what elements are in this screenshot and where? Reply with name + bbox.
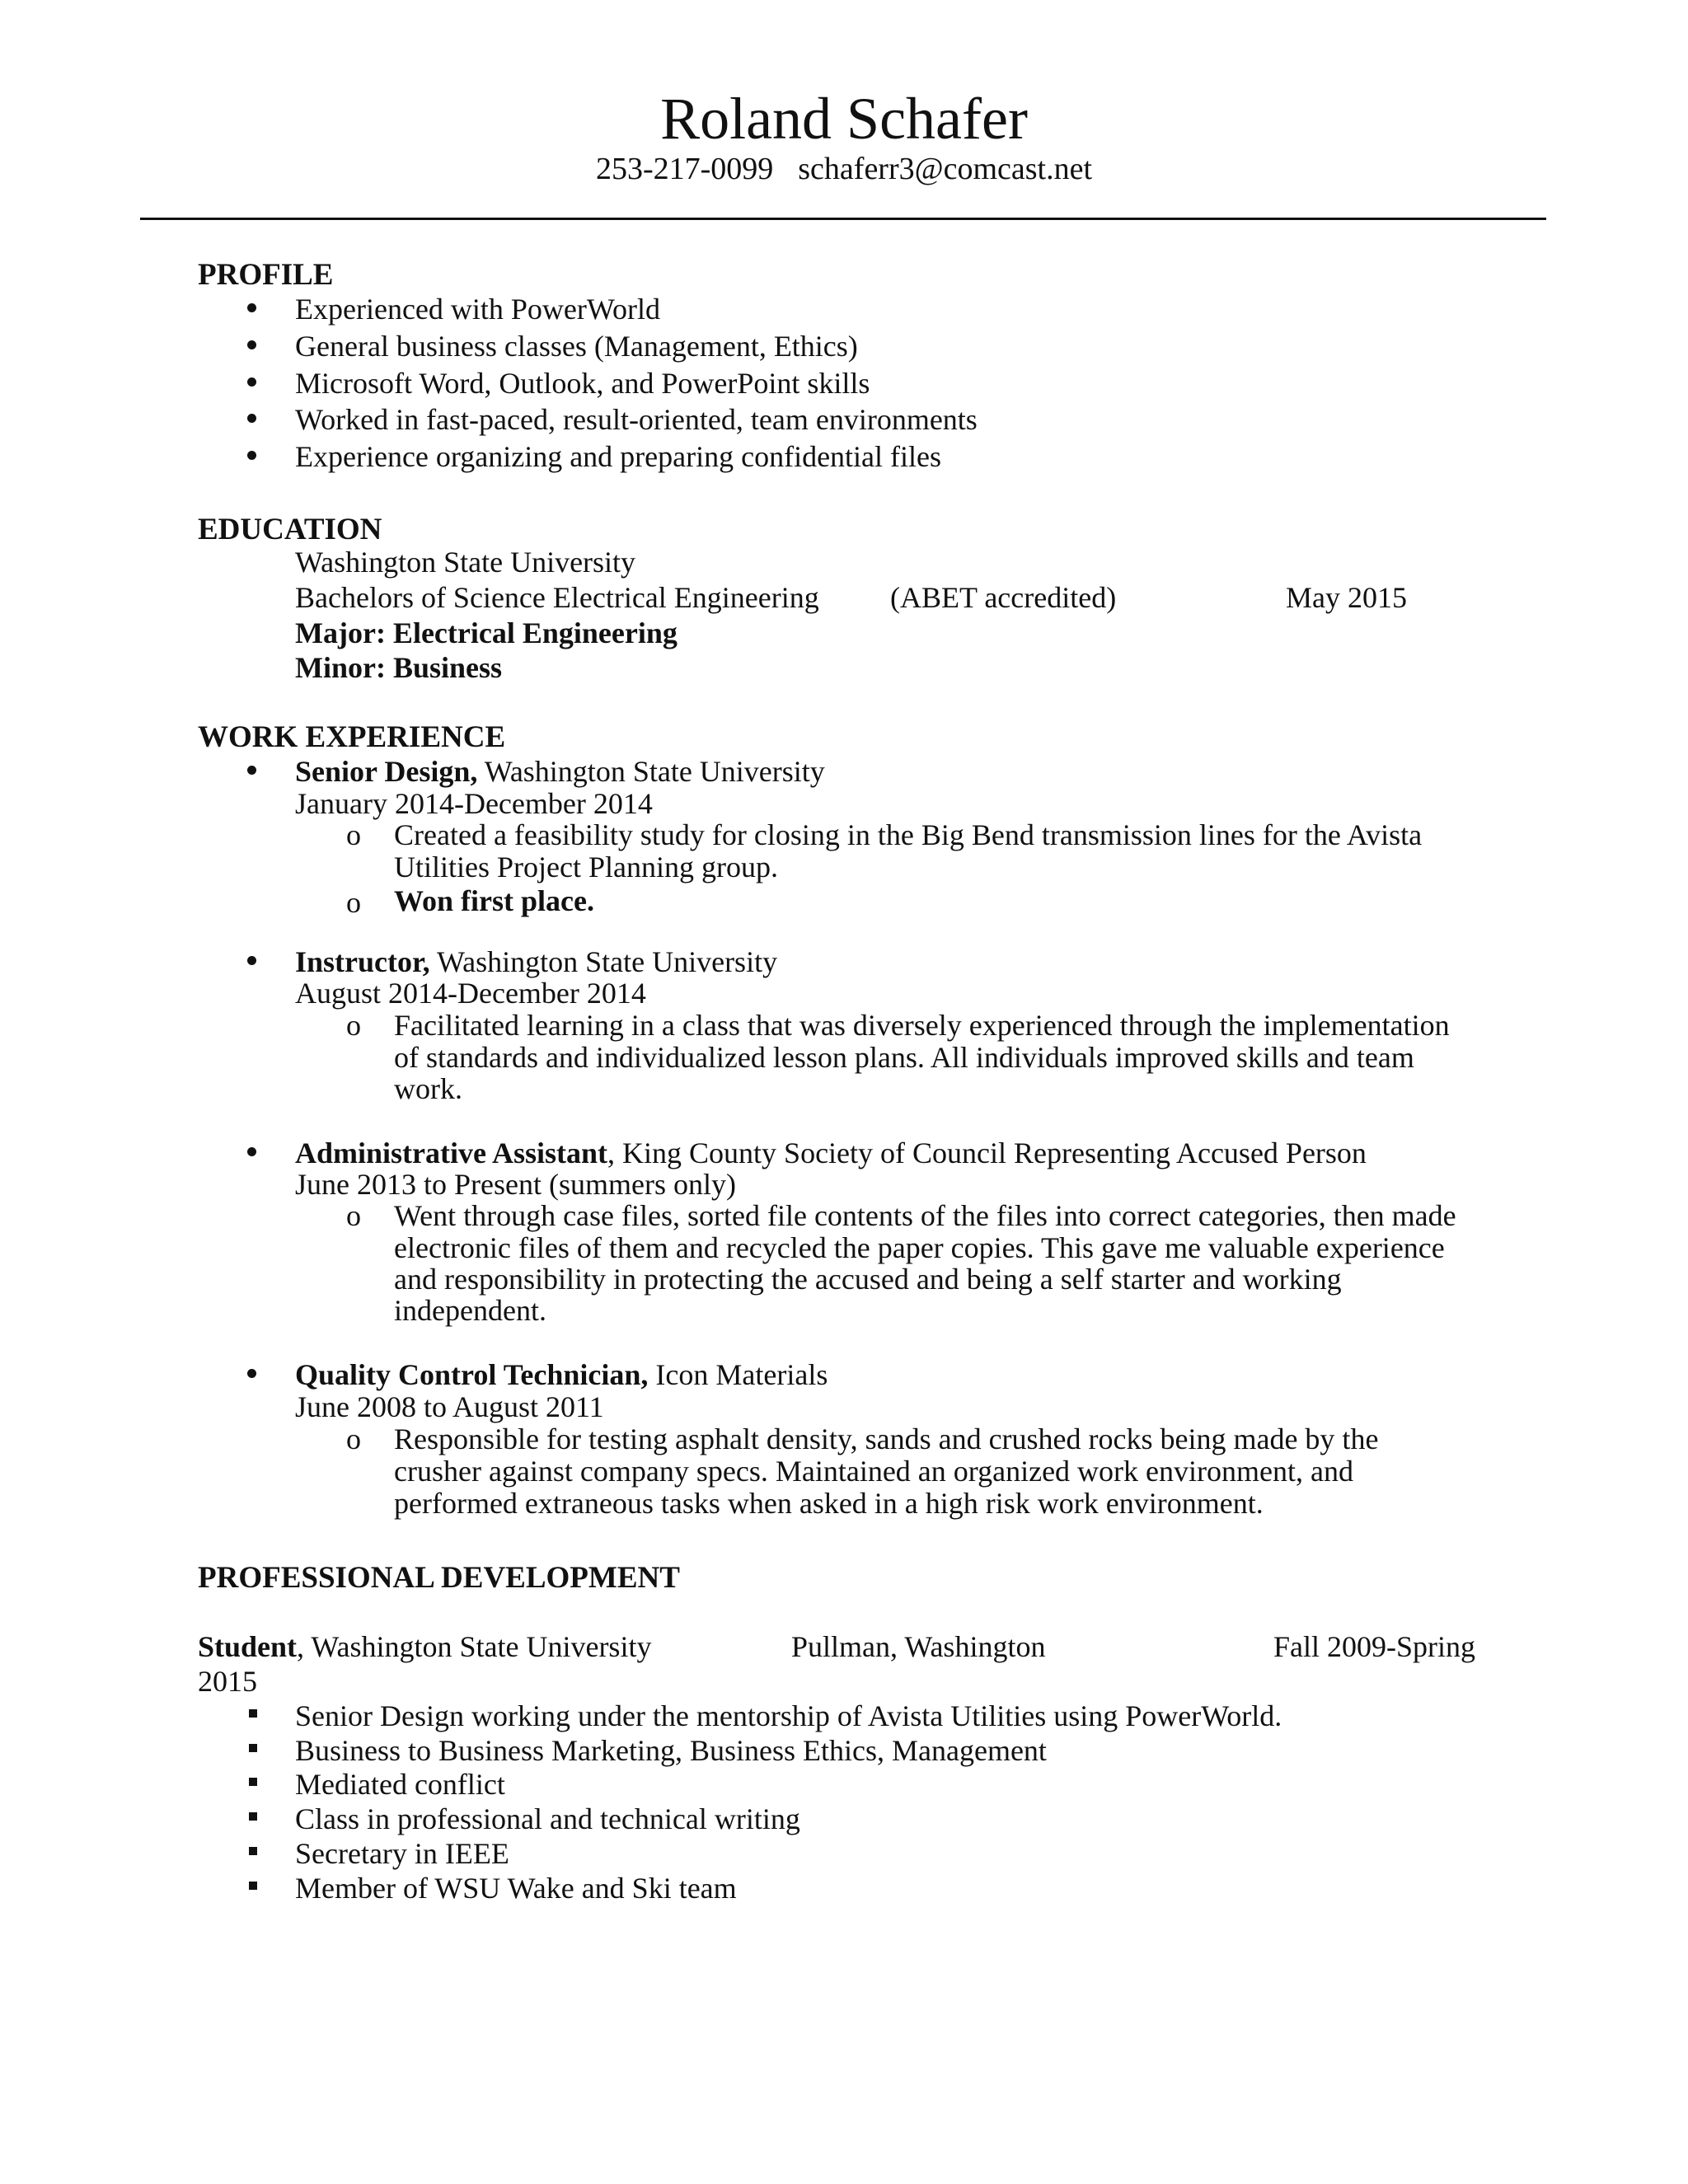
education-major: Major: Electrical Engineering (295, 616, 678, 649)
bullet-dot (247, 414, 256, 423)
development-dates-cont: 2015 (198, 1665, 257, 1698)
development-location: Pullman, Washington (791, 1630, 1046, 1663)
sub-bullet-marker: o (346, 1422, 361, 1455)
profile-item: Experienced with PowerWorld (295, 293, 660, 326)
job-dates: August 2014-December 2014 (295, 977, 646, 1010)
development-role: Student (198, 1630, 298, 1663)
development-role-line (198, 1632, 651, 1661)
phone-number: 253-217-0099 (595, 152, 774, 186)
job-title: Quality Control Technician, (295, 1358, 649, 1391)
bullet-dot (247, 451, 256, 460)
job-title-line (295, 1360, 828, 1390)
job-org: Icon Materials (648, 1358, 828, 1391)
bullet-square (249, 1744, 257, 1752)
profile-item: General business classes (Management, Ethics) (295, 330, 858, 363)
education-heading: EDUCATION (198, 513, 382, 546)
job-detail-line: work. (394, 1072, 462, 1105)
sub-bullet-marker: o (346, 886, 361, 919)
development-item: Business to Business Marketing, Business Ethics, Management (295, 1734, 1047, 1767)
bullet-square (249, 1778, 257, 1786)
development-heading: PROFESSIONAL DEVELOPMENT (198, 1561, 680, 1595)
education-minor: Minor: Business (295, 651, 503, 684)
bullet-dot (247, 1147, 256, 1156)
job-detail-line: Utilities Project Planning group. (394, 851, 778, 883)
email-address: schaferr3@comcast.net (798, 152, 1093, 186)
bullet-dot (247, 766, 256, 775)
development-org: , Washington State University (297, 1630, 652, 1663)
bullet-dot (247, 1369, 256, 1378)
development-dates: Fall 2009-Spring (1273, 1630, 1476, 1663)
job-org: Washington State University (429, 945, 778, 978)
job-title-line (295, 947, 777, 977)
bullet-dot (247, 340, 256, 349)
profile-heading: PROFILE (198, 258, 334, 292)
bullet-square (249, 1709, 257, 1718)
job-detail-line: and responsibility in protecting the accused and being a self starter and working (394, 1263, 1342, 1296)
development-item: Member of WSU Wake and Ski team (295, 1872, 737, 1905)
development-item: Class in professional and technical writing (295, 1802, 800, 1835)
bullet-square (249, 1847, 257, 1855)
profile-item: Microsoft Word, Outlook, and PowerPoint skills (295, 367, 870, 400)
candidate-name: Roland Schafer (660, 86, 1028, 152)
job-dates: June 2008 to August 2011 (295, 1390, 604, 1423)
job-detail-line: electronic files of them and recycled the paper copies. This gave me valuable experience (394, 1231, 1445, 1264)
bullet-dot (247, 303, 256, 312)
job-title: Instructor, (295, 945, 430, 978)
job-title: Senior Design, (295, 755, 478, 788)
job-title: Administrative Assistant (295, 1137, 608, 1169)
contact-line (0, 153, 1688, 185)
work-heading: WORK EXPERIENCE (198, 720, 506, 754)
education-degree: Bachelors of Science Electrical Engineering (295, 581, 819, 614)
job-detail-line: independent. (394, 1294, 546, 1327)
job-detail-line: crusher against company specs. Maintained an organized work environment, and (394, 1455, 1353, 1488)
education-school: Washington State University (295, 546, 636, 579)
bullet-square (249, 1882, 257, 1890)
job-org: , King County Society of Council Representing Accused Person (607, 1137, 1367, 1169)
job-detail-line: Created a feasibility study for closing in the Big Bend transmission lines for the Avista (394, 818, 1423, 851)
job-detail-line: Won first place. (394, 884, 594, 917)
sub-bullet-marker: o (346, 1009, 361, 1042)
development-item: Secretary in IEEE (295, 1837, 509, 1870)
job-title-line (295, 1138, 1367, 1168)
development-item: Mediated conflict (295, 1768, 505, 1801)
development-item: Senior Design working under the mentorship of Avista Utilities using PowerWorld. (295, 1699, 1282, 1732)
job-detail-line: performed extraneous tasks when asked in a high risk work environment. (394, 1487, 1264, 1520)
job-detail-line: Went through case files, sorted file contents of the files into correct categories, then made (394, 1199, 1456, 1232)
job-dates: June 2013 to Present (summers only) (295, 1168, 736, 1201)
job-dates: January 2014-December 2014 (295, 787, 653, 820)
education-date: May 2015 (1286, 581, 1407, 614)
education-accreditation: (ABET accredited) (890, 581, 1117, 614)
profile-item: Worked in fast-paced, result-oriented, team environments (295, 403, 978, 436)
job-detail-line: Facilitated learning in a class that was diversely experienced through the implementation (394, 1009, 1450, 1042)
job-detail-line: Responsible for testing asphalt density, sands and crushed rocks being made by the (394, 1422, 1379, 1455)
job-detail-line: of standards and individualized lesson plans. All individuals improved skills and team (394, 1041, 1414, 1074)
header-divider (140, 218, 1546, 220)
bullet-dot (247, 377, 256, 387)
job-org: Washington State University (477, 755, 825, 788)
bullet-square (249, 1812, 257, 1821)
profile-item: Experience organizing and preparing confidential files (295, 440, 942, 473)
sub-bullet-marker: o (346, 1199, 361, 1232)
job-title-line (295, 757, 825, 786)
sub-bullet-marker: o (346, 818, 361, 851)
bullet-dot (247, 956, 256, 965)
